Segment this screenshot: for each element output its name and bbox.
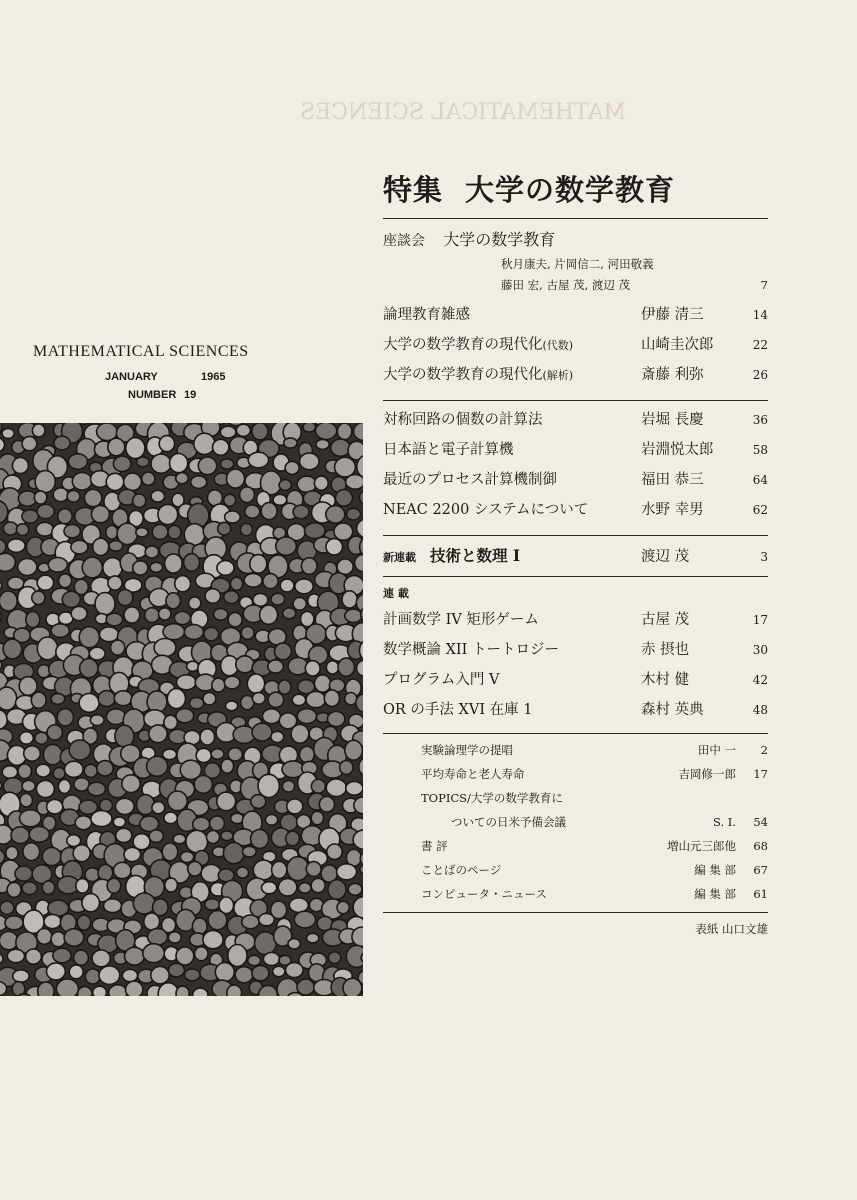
series-articles	[383, 605, 768, 725]
authors-line-2: 藤田 宏, 古屋 茂, 渡辺 茂	[501, 278, 631, 292]
issue-date	[105, 371, 333, 383]
article-author: 岩淵悦太郎	[641, 442, 714, 458]
misc-page: 17	[753, 767, 768, 781]
misc-author: 増山元三郎他	[667, 839, 736, 853]
series-title: プログラム入門 V	[383, 672, 500, 688]
list-item	[383, 330, 768, 360]
divider	[383, 733, 768, 734]
article-title: 大学の数学教育の現代化	[383, 367, 543, 383]
list-item	[383, 762, 768, 786]
number-value: 19	[184, 389, 197, 401]
series-label: 連 載	[383, 587, 409, 600]
misc-author: 吉岡修一郎	[678, 767, 736, 781]
article-page: 64	[752, 473, 768, 487]
general-articles	[383, 405, 768, 525]
series-title: OR の手法 XVI 在庫 1	[383, 702, 533, 718]
article-author: 伊藤 清三	[641, 307, 704, 323]
new-series	[383, 536, 768, 576]
misc-title: 平均寿命と老人寿命	[421, 767, 525, 781]
misc-title: TOPICS/大学の数学教育に	[421, 791, 563, 805]
divider	[383, 218, 768, 219]
series-title: 数学概論 XII トートロジー	[383, 642, 559, 658]
list-item	[383, 882, 768, 906]
article-sub: (代数)	[542, 339, 574, 352]
misc-author: S. I.	[713, 815, 736, 829]
series-page: 42	[752, 673, 768, 687]
masthead	[33, 343, 333, 401]
misc-title: コンピュータ・ニュース	[421, 887, 547, 901]
list-item	[383, 495, 768, 525]
misc-title: 実験論理学の提唱	[421, 743, 513, 757]
article-author: 福田 恭三	[641, 472, 704, 488]
show-through-text: MATHEMATICAL SCIENCES	[300, 100, 626, 125]
article-title: 最近のプロセス計算機制御	[383, 472, 557, 488]
series-author: 古屋 茂	[641, 612, 690, 628]
new-series-author: 渡辺 茂	[641, 549, 690, 565]
misc-items	[383, 738, 768, 906]
masthead-title: MATHEMATICAL SCIENCES	[33, 343, 249, 360]
misc-page: 67	[753, 863, 768, 877]
list-item	[383, 738, 768, 762]
misc-title: ことばのページ	[421, 863, 502, 877]
article-page: 58	[752, 443, 768, 457]
article-page: 36	[752, 413, 768, 427]
article-page: 22	[752, 338, 768, 352]
list-item	[383, 695, 768, 725]
series-page: 17	[752, 613, 768, 627]
misc-title: ついての日米予備会議	[451, 815, 566, 829]
coral-photograph	[0, 423, 363, 996]
series-title: 計画数学 IV 矩形ゲーム	[383, 612, 539, 628]
misc-title: 書 評	[421, 839, 448, 853]
article-author: 水野 幸男	[641, 502, 704, 518]
feature-prefix: 特集	[383, 173, 444, 207]
series-page: 48	[752, 703, 768, 717]
misc-author: 編 集 部	[694, 863, 736, 877]
list-item	[383, 465, 768, 495]
list-item	[383, 665, 768, 695]
feature-theme: 大学の数学教育	[465, 173, 676, 207]
list-item	[383, 405, 768, 435]
new-series-page: 3	[760, 550, 768, 564]
list-item	[383, 435, 768, 465]
list-item	[383, 635, 768, 665]
feature-title	[383, 168, 768, 218]
list-item	[383, 360, 768, 390]
table-of-contents	[383, 168, 768, 937]
list-item	[383, 786, 768, 810]
article-title: 日本語と電子計算機	[383, 442, 514, 458]
article-title: 対称回路の個数の計算法	[383, 412, 543, 428]
article-sub: (解析)	[542, 369, 574, 382]
article-author: 岩堀 長慶	[641, 412, 704, 428]
misc-author: 田中 一	[697, 743, 736, 757]
article-author: 山崎圭次郎	[641, 337, 714, 353]
list-item	[383, 858, 768, 882]
number-label: NUMBER	[128, 389, 177, 401]
authors-line-1: 秋月康夫, 片岡信二, 河田敬義	[501, 257, 654, 271]
article-author: 斎藤 利弥	[641, 367, 704, 383]
series-page: 30	[752, 643, 768, 657]
article-title: 大学の数学教育の現代化	[383, 337, 543, 353]
article-title: NEAC 2200 システムについて	[383, 502, 589, 518]
divider	[383, 912, 768, 913]
list-item	[383, 834, 768, 858]
misc-page: 54	[753, 815, 768, 829]
series-author: 森村 英典	[641, 702, 704, 718]
roundtable-authors	[383, 254, 768, 296]
new-series-label: 新連載	[383, 551, 416, 564]
roundtable-page: 7	[760, 278, 768, 292]
roundtable-label: 座談会	[383, 233, 425, 249]
misc-author: 編 集 部	[694, 887, 736, 901]
divider	[383, 400, 768, 401]
article-page: 14	[752, 308, 768, 322]
list-item	[383, 810, 768, 834]
new-series-title: 技術と数理 I	[430, 546, 521, 565]
article-title: 論理教育雑感	[383, 307, 470, 323]
list-item	[383, 605, 768, 635]
roundtable-heading	[383, 227, 768, 250]
issue-year: 1965	[201, 371, 226, 383]
issue-number	[128, 389, 333, 401]
roundtable-title: 大学の数学教育	[443, 230, 556, 249]
cover-credit: 表紙 山口文雄	[695, 922, 768, 936]
misc-page: 61	[753, 887, 768, 901]
article-page: 62	[752, 503, 768, 517]
list-item	[383, 300, 768, 330]
misc-page: 2	[760, 743, 768, 757]
series-author: 赤 摂也	[641, 642, 690, 658]
article-page: 26	[752, 368, 768, 382]
issue-month: JANUARY	[105, 371, 158, 383]
series-author: 木村 健	[641, 672, 690, 688]
misc-page: 68	[753, 839, 768, 853]
coral-image	[0, 423, 363, 996]
feature-articles	[383, 300, 768, 390]
